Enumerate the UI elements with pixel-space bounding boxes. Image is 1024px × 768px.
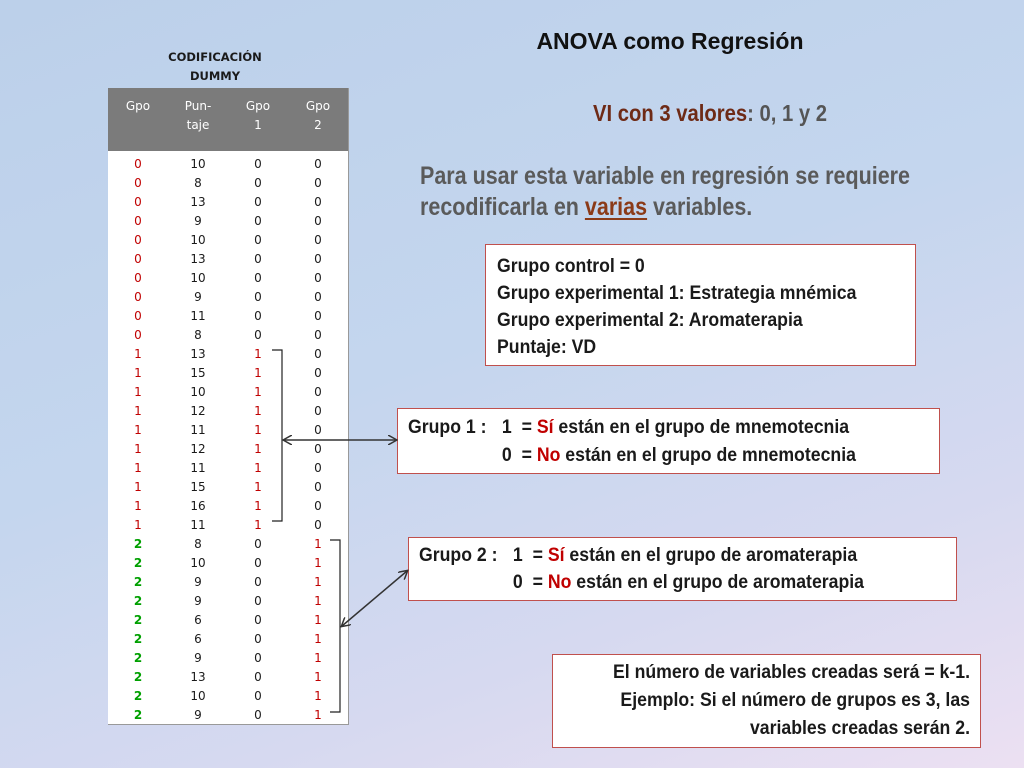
grupo1-yes-line: Grupo 1 : 1 = Sí están en el grupo de mnemotecnia <box>408 417 850 438</box>
table-cell: 0 <box>314 442 322 456</box>
table-cell: 0 <box>134 271 142 285</box>
table-caption-line1: CODIFICACIÓN <box>168 50 262 64</box>
table-cell: 1 <box>134 404 142 418</box>
table-cell: 1 <box>314 670 322 684</box>
table-cell: 1 <box>254 480 262 494</box>
table-cell: 1 <box>254 518 262 532</box>
table-cell: 9 <box>194 214 202 228</box>
table-cell: 1 <box>134 480 142 494</box>
header-gpo: Gpo <box>125 99 151 113</box>
table-cell: 9 <box>194 651 202 665</box>
table-cell: 9 <box>194 290 202 304</box>
table-cell: 11 <box>190 423 206 437</box>
note-line: El número de variables creadas será = k-1. <box>612 662 970 683</box>
table-cell: 1 <box>134 518 142 532</box>
table-cell: 0 <box>254 233 262 247</box>
table-cell: 2 <box>133 575 143 589</box>
table-cell: 0 <box>314 328 322 342</box>
table-cell: 0 <box>314 252 322 266</box>
grupo2-no-line: 0 = No están en el grupo de aromaterapia <box>512 572 865 593</box>
table-cell: 0 <box>314 423 322 437</box>
table-cell: 1 <box>134 461 142 475</box>
table-cell: 0 <box>314 195 322 209</box>
table-cell: 1 <box>134 442 142 456</box>
table-cell: 0 <box>134 290 142 304</box>
gpo1-bracket <box>272 350 282 521</box>
table-cell: 0 <box>254 328 262 342</box>
table-cell: 0 <box>134 214 142 228</box>
table-cell: 1 <box>254 347 262 361</box>
table-cell: 0 <box>254 214 262 228</box>
table-cell: 0 <box>254 309 262 323</box>
table-cell: 0 <box>254 613 262 627</box>
table-cell: 0 <box>254 632 262 646</box>
table-cell: 2 <box>133 632 143 646</box>
table-cell: 0 <box>314 480 322 494</box>
table-cell: 0 <box>254 157 262 171</box>
table-cell: 13 <box>190 195 206 209</box>
table-cell: 12 <box>190 404 206 418</box>
table-cell: 6 <box>194 632 202 646</box>
table-cell: 0 <box>134 176 142 190</box>
table-cell: 1 <box>134 423 142 437</box>
table-cell: 0 <box>314 309 322 323</box>
table-cell: 6 <box>194 613 202 627</box>
table-cell: 1 <box>134 499 142 513</box>
vi-part1: VI con 3 valores <box>592 100 748 126</box>
table-cell: 11 <box>190 461 206 475</box>
table-cell: 0 <box>254 689 262 703</box>
table-cell: 1 <box>134 385 142 399</box>
table-cell: 15 <box>190 480 206 494</box>
table-cell: 2 <box>133 537 143 551</box>
table-cell: 12 <box>190 442 206 456</box>
table-cell: 0 <box>314 290 322 304</box>
paragraph-line2: recodificarla en varias variables. <box>420 193 753 221</box>
table-cell: 1 <box>254 442 262 456</box>
table-cell: 2 <box>133 556 143 570</box>
table-cell: 2 <box>133 708 143 722</box>
table-cell: 0 <box>314 233 322 247</box>
gpo2-bracket <box>330 540 340 712</box>
table-cell: 1 <box>314 708 322 722</box>
table-cell: 0 <box>134 252 142 266</box>
table-cell: 15 <box>190 366 206 380</box>
table-cell: 0 <box>314 157 322 171</box>
table-cell: 1 <box>314 689 322 703</box>
table-cell: 1 <box>314 556 322 570</box>
table-cell: 0 <box>134 195 142 209</box>
table-cell: 13 <box>190 347 206 361</box>
table-cell: 2 <box>133 651 143 665</box>
table-cell: 0 <box>254 176 262 190</box>
table-cell: 13 <box>190 670 206 684</box>
table-cell: 2 <box>133 689 143 703</box>
table-cell: 1 <box>314 594 322 608</box>
table-cell: 10 <box>190 689 206 703</box>
vi-part2: : 0, 1 y 2 <box>747 100 827 126</box>
table-cell: 0 <box>314 461 322 475</box>
table-cell: 0 <box>314 385 322 399</box>
table-cell: 10 <box>190 271 206 285</box>
table-cell: 0 <box>314 176 322 190</box>
table-cell: 0 <box>314 271 322 285</box>
table-caption-line2: DUMMY <box>189 69 241 83</box>
grupo2-yes-line: Grupo 2 : 1 = Sí están en el grupo de aromaterapia <box>419 545 858 566</box>
groups-line: Grupo experimental 2: Aromaterapia <box>497 310 803 331</box>
table-cell: 16 <box>190 499 206 513</box>
table-cell: 0 <box>254 290 262 304</box>
table-cell: 0 <box>254 594 262 608</box>
table-cell: 8 <box>194 328 202 342</box>
table-cell: 0 <box>254 252 262 266</box>
paragraph-line1: Para usar esta variable en regresión se requiere <box>420 162 910 190</box>
table-cell: 0 <box>254 271 262 285</box>
note-line: Ejemplo: Si el número de grupos es 3, las <box>620 690 970 711</box>
header-gpo2: Gpo 2 <box>305 99 331 132</box>
table-cell: 2 <box>133 670 143 684</box>
table-cell: 1 <box>254 499 262 513</box>
table-cell: 1 <box>314 613 322 627</box>
table-cell: 10 <box>190 385 206 399</box>
grupo1-no-line: 0 = No están en el grupo de mnemotecnia <box>501 445 856 466</box>
table-cell: 0 <box>254 651 262 665</box>
slide-title: ANOVA como Regresión <box>536 28 804 54</box>
table-cell: 0 <box>314 404 322 418</box>
table-cell: 1 <box>314 651 322 665</box>
table-cell: 1 <box>254 366 262 380</box>
table-cell: 0 <box>134 233 142 247</box>
table-cell: 2 <box>133 613 143 627</box>
grupo2-double-arrow <box>342 571 407 626</box>
table-cell: 9 <box>194 594 202 608</box>
table-cell: 8 <box>194 176 202 190</box>
table-cell: 1 <box>314 632 322 646</box>
groups-line: Grupo control = 0 <box>497 256 645 277</box>
note-line: variables creadas serán 2. <box>749 718 970 739</box>
table-cell: 0 <box>134 328 142 342</box>
table-cell: 0 <box>314 366 322 380</box>
table-cell: 1 <box>314 575 322 589</box>
table-cell: 0 <box>254 575 262 589</box>
header-gpo1: Gpo 1 <box>245 99 271 132</box>
table-cell: 0 <box>314 347 322 361</box>
table-cell: 9 <box>194 575 202 589</box>
table-cell: 0 <box>254 556 262 570</box>
table-cell: 1 <box>134 347 142 361</box>
groups-line: Puntaje: VD <box>497 337 597 358</box>
underlined-word: varias <box>584 193 648 221</box>
header-puntaje: Pun- taje <box>184 99 212 132</box>
table-cell: 0 <box>134 309 142 323</box>
table-cell: 1 <box>134 366 142 380</box>
table-cell: 8 <box>194 537 202 551</box>
table-cell: 0 <box>254 537 262 551</box>
groups-line: Grupo experimental 1: Estrategia mnémica <box>497 283 857 304</box>
table-cell: 1 <box>254 385 262 399</box>
table-cell: 0 <box>254 670 262 684</box>
table-cell: 10 <box>190 233 206 247</box>
table-cell: 9 <box>194 708 202 722</box>
table-cell: 10 <box>190 157 206 171</box>
table-cell: 0 <box>254 708 262 722</box>
table-cell: 0 <box>314 499 322 513</box>
table-cell: 1 <box>254 461 262 475</box>
table-cell: 11 <box>190 309 206 323</box>
table-cell: 1 <box>254 404 262 418</box>
table-cell: 1 <box>254 423 262 437</box>
table-cell: 1 <box>314 537 322 551</box>
table-cell: 0 <box>314 518 322 532</box>
table-cell: 10 <box>190 556 206 570</box>
table-cell: 2 <box>133 594 143 608</box>
table-cell: 0 <box>134 157 142 171</box>
table-cell: 0 <box>314 214 322 228</box>
table-cell: 0 <box>254 195 262 209</box>
table-cell: 13 <box>190 252 206 266</box>
table-cell: 11 <box>190 518 206 532</box>
